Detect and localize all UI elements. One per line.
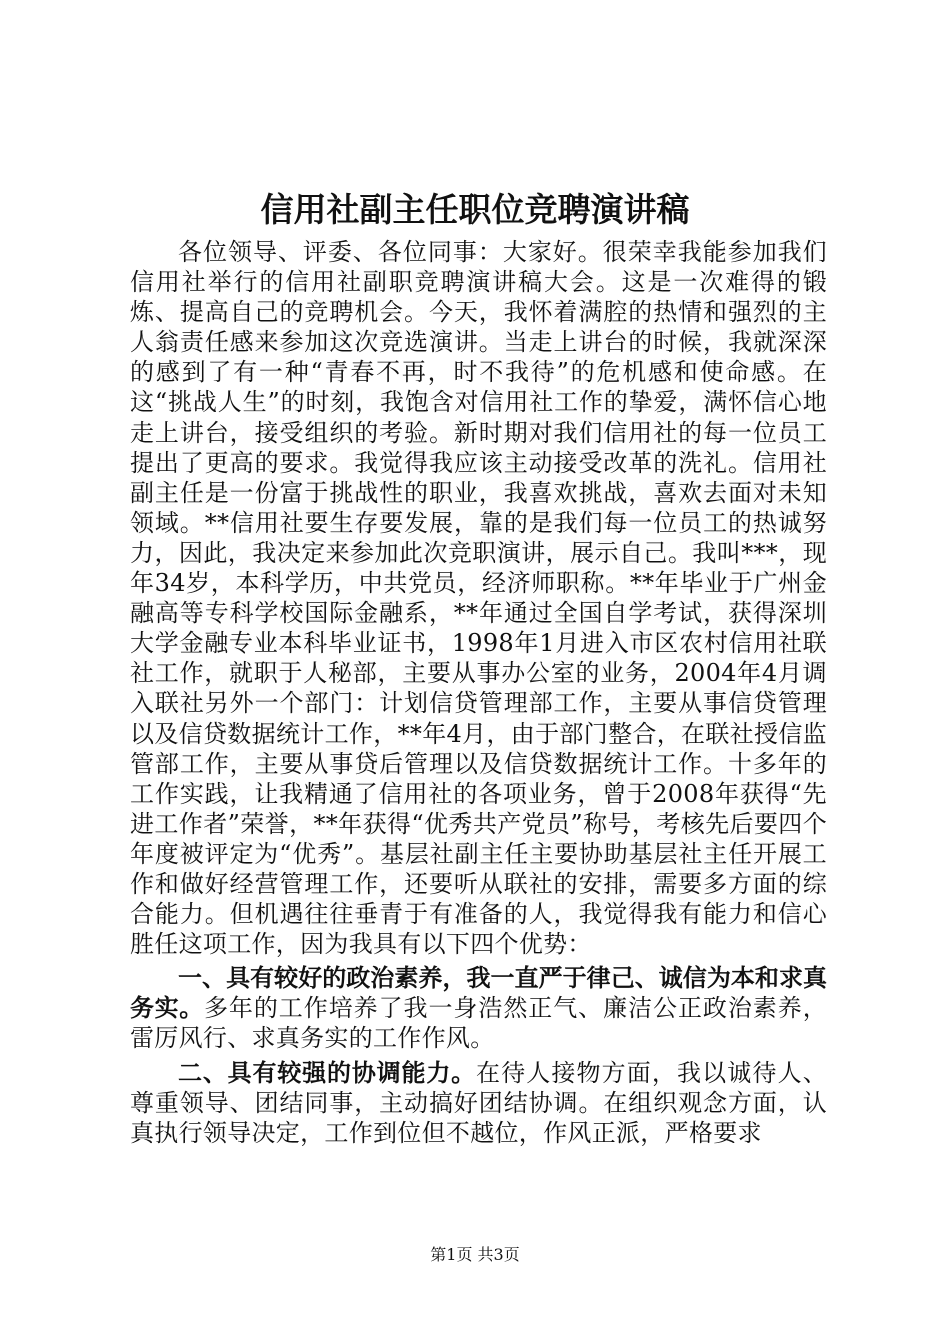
section-heading: 一、具有较好的政治素养，我一直严于律己、诚信为本和求真务实。	[130, 964, 827, 1023]
paragraph-advantage-2	[130, 1058, 827, 1148]
document-body	[130, 237, 827, 1148]
document-title: 信用社副主任职位竞聘演讲稿	[260, 190, 690, 229]
section-heading: 二、具有较强的协调能力。	[178, 1058, 476, 1087]
paragraph-text: 在待人接物方面，我以诚待人、尊重领导、团结同事，主动搞好团结协调。在组织观念方面，认真执行领导决定，工作到位但不越位，作风正派，严格要求	[130, 1058, 827, 1147]
paragraph-advantage-1	[130, 963, 827, 1053]
paragraph-text: 多年的工作培养了我一身浩然正气、廉洁公正政治素养，雷厉风行、求真务实的工作作风。	[130, 994, 828, 1053]
paragraph-text: 各位领导、评委、各位同事：大家好。很荣幸我能参加我们信用社举行的信用社副职竞聘演讲稿大会。这是一次难得的锻炼、提高自己的竞聘机会。今天，我怀着满腔的热情和强烈的主人翁责任感来参加这次竞选演讲。当走上讲台的时候，我就深深的感到了有一种“青春不再，时不我待”的危机感和使命感。在这“挑战人生”的时刻，我饱含对信用社工作的挚爱，满怀信心地走上讲台，接受组织的考验。新时期对我们信用社的每一位员工提出了更高的要求。我觉得我应该主动接受改革的洗礼。信用社副主任是一份富于挑战性的职业，我喜欢挑战，喜欢去面对未知领域。**信用社要生存要发展，靠的是我们每一位员工的热诚努力，因此，我决定来参加此次竞职演讲，展示自己。我叫***，现年34岁，本科学历，中共党员，经济师职称。**年毕业于广州金融高等专科学校国际金融系，**年通过全国自学考试，获得深圳大学金融专业本科毕业证书，1998年1月进入市区农村信用社联社工作，就职于人秘部，主要从事办公室的业务，2004年4月调入联社另外一个部门：计划信贷管理部工作，主要从事信贷管理以及信贷数据统计工作，**年4月，由于部门整合，在联社授信监管部工作，主要从事贷后管理以及信贷数据统计工作。十多年的工作实践，让我精通了信用社的各项业务，曾于2008年获得“先进工作者”荣誉，**年获得“优秀共产党员”称号，考核先后要四个年度被评定为“优秀”。基层社副主任主要协助基层社主任开展工作和做好经营管理工作，还要听从联社的安排，需要多方面的综合能力。但机遇往往垂青于有准备的人，我觉得我有能力和信心胜任这项工作，因为我具有以下四个优势：	[130, 238, 827, 959]
paragraph-intro	[130, 237, 827, 959]
page-number-footer: 第1页 共3页	[430, 1245, 520, 1264]
